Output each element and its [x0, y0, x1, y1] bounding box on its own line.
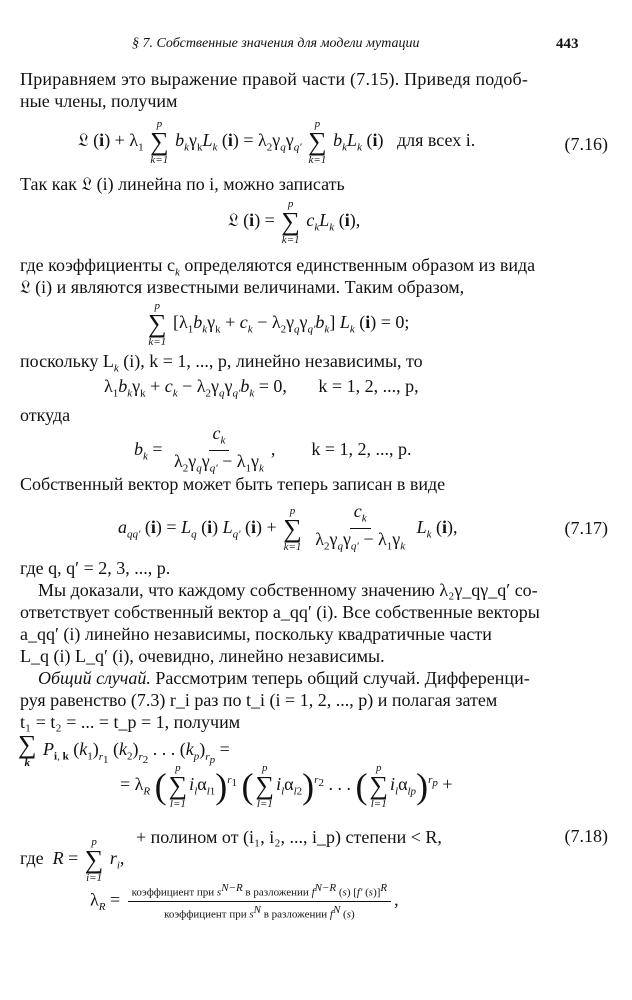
equation-number: (7.17) [564, 518, 608, 538]
equation-7-17: $a_{qq'}$ $(i) = L_q$ (i) $L_{q'}$ (i) + p ∑ k=1 $\frac{c_k}{\lambda_2\gamma_q\gamma_{q'} - \lambda_1\gamma_k}$ $L_k$ (i), [118, 501, 458, 554]
equation-number: (7.18) [564, 826, 608, 846]
equation-7-18-rhs: = $\lambda_R$ ( p ∑ l=1 $i_l\alpha_{l1})^{r_1}$ ( p ∑ l=1 $i_l\alpha_{l2})^{r_2}$ . . . ( p ∑ l=1 $i_l\alpha_{lp})^{r_p}$ + [120, 762, 453, 810]
equation-lambda-R: $\lambda_R$ = $\frac{коэффициент при s^{N-R} в разложении f^{N-R} (s) [f' (s)]^R}{коэффициент при s^N в разложении f^N (s)}$ , [90, 882, 399, 921]
paragraph-line: + полином от (i₁, i₂, ..., i_p) степени < R, [136, 827, 442, 847]
paragraph-line: Так как 𝔏 (i) линейна по i, можно записать [20, 174, 345, 194]
running-title: § 7. Собственные значения для модели мутации [132, 36, 420, 51]
equation-7-16: 𝔏 $(i) + \lambda_1$ p ∑ k=1 $b_k\gamma_kL_k$ $(i) = \lambda_2\gamma_q\gamma_{q'}$ p ∑ k=1 $b_kL_k$ (i) для всех i. [78, 118, 476, 166]
equation-number: (7.16) [564, 134, 608, 154]
equation-tail: для всех i. [396, 130, 476, 151]
paragraph-line: a_qq′ (i) линейно независимы, поскольку квадратичные части [20, 624, 492, 644]
section-lead: Общий случай. [38, 668, 151, 688]
equation-linear-expansion: 𝔏 (i) = p ∑ k=1 $c_kL_k$ (i), [228, 198, 361, 246]
paragraph-line: поскольку $L_k$ (i), k = 1, ..., p, линейно независимы, то [20, 351, 423, 375]
paragraph-line: Мы доказали, что каждому собственному значению λ₂γ_qγ_q′ со- [38, 580, 538, 600]
paragraph-line: ные члены, получим [20, 91, 178, 111]
paragraph-line: L_q (i) L_q′ (i), очевидно, линейно независимы. [20, 646, 385, 666]
paragraph-line: Общий случай. Рассмотрим теперь общий случай. Дифференци- [38, 668, 530, 688]
paragraph-line: ответствует собственный вектор a_qq′ (i). Все собственные векторы [20, 602, 540, 622]
paragraph-line: 𝔏 (i) и являются известными величинами. Таким образом, [20, 277, 465, 297]
equation-sum-zero: p ∑ k=1 $[\lambda_1b_k\gamma_k + c_k - \lambda_2\gamma_q\gamma_{q'}b_k]$ $L_k$ (i) = 0; [148, 300, 410, 348]
equation-b-k: $b_k$ = $\frac{c_k}{\lambda_2\gamma_q\gamma_{q'} - \lambda_1\gamma_k}$ , k = 1, 2, ..., p. [134, 423, 412, 475]
paragraph-line: где коэффициенты $c_k$ определяются единственным образом из вида [20, 255, 536, 279]
page-number: 443 [556, 36, 579, 52]
equation-linear: $\lambda_1b_k\gamma_k + c_k - \lambda_2\gamma_q\gamma_{q'}b_k = 0$, k = 1, 2, ..., p, [104, 376, 419, 400]
paragraph-line: Собственный вектор может быть теперь записан в виде [20, 474, 446, 494]
paragraph-line: где q, q′ = 2, 3, ..., p. [20, 558, 171, 578]
paragraph-line: откуда [20, 405, 71, 425]
paragraph-line: руя равенство (7.3) r_i раз по t_i (i = 1, 2, ..., p) и полагая затем [20, 690, 498, 710]
paragraph-line: t₁ = t₂ = ... = t_p = 1, получим [20, 712, 241, 732]
paragraph-line: Приравняем это выражение правой части (7.15). Приведя подоб- [20, 69, 529, 89]
equation-7-18-lhs: ∑ k $P_{i, k}$ $(k_1)_{r_1}$ $(k_2)_{r_2}$ . . . $(k_p)_{r_p}$ = [18, 730, 230, 769]
equation-R: где R = p ∑ i=1 $r_i$, [20, 836, 125, 884]
